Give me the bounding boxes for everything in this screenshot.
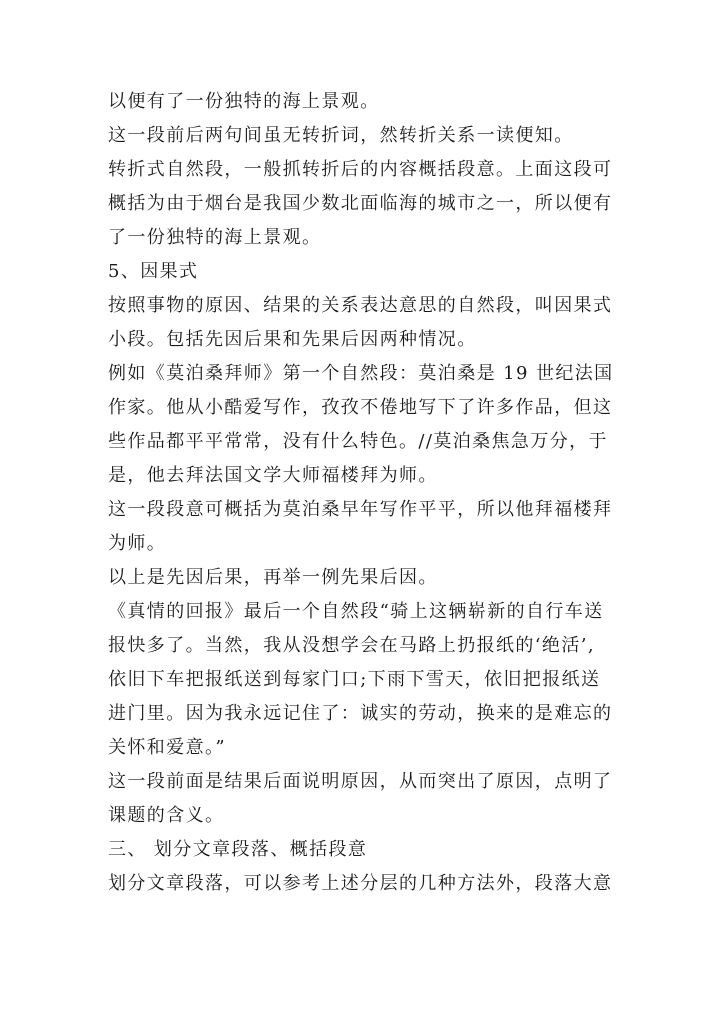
text-line: 是，他去拜法国文学大师福楼拜为师。	[108, 465, 438, 486]
text-line: 依旧下车把报纸送到每家门口;下雨下雪天，依旧把报纸送	[108, 669, 601, 690]
text-line: 了一份独特的海上景观。	[108, 227, 322, 248]
text-line: 转折式自然段，一般抓转折后的内容概括段意。上面这段可	[108, 159, 613, 180]
text-line: 以上是先因后果，再举一例先果后因。	[108, 567, 438, 588]
text-line: 作家。他从小酷爱写作，孜孜不倦地写下了许多作品，但这	[108, 397, 613, 418]
text-line: 关怀和爱意。”	[108, 737, 227, 758]
document-body	[108, 85, 628, 901]
text-line: 以便有了一份独特的海上景观。	[108, 91, 380, 112]
text-line: 些作品都平平常常，没有什么特色。//莫泊桑焦急万分，于	[108, 431, 608, 452]
text-line: 报快多了。当然，我从没想学会在马路上扔报纸的‘绝活’,	[108, 635, 595, 656]
text-line: 为师。	[108, 533, 167, 554]
section-heading: 三、 划分文章段落、概括段意	[108, 839, 368, 860]
text-line: 划分文章段落，可以参考上述分层的几种方法外，段落大意	[108, 873, 613, 894]
text-line: 课题的含义。	[108, 805, 225, 826]
text-line: 概括为由于烟台是我国少数北面临海的城市之一，所以便有	[108, 193, 613, 214]
text-line: 例如《莫泊桑拜师》第一个自然段：莫泊桑是 19 世纪法国	[108, 363, 614, 384]
text-line: 这一段段意可概括为莫泊桑早年写作平平，所以他拜福楼拜	[108, 499, 613, 520]
text-line: 按照事物的原因、结果的关系表达意思的自然段，叫因果式	[108, 295, 613, 316]
text-line: 小段。包括先因后果和先果后因两种情况。	[108, 329, 477, 350]
text-line: 《真情的回报》最后一个自然段“骑上这辆崭新的自行车送	[108, 601, 604, 622]
text-line: 这一段前后两句间虽无转折词，然转折关系一读便知。	[108, 125, 574, 146]
section-heading: 5、因果式	[108, 261, 199, 282]
text-line: 这一段前面是结果后面说明原因，从而突出了原因，点明了	[108, 771, 613, 792]
text-line: 进门里。因为我永远记住了：诚实的劳动，换来的是难忘的	[108, 703, 613, 724]
